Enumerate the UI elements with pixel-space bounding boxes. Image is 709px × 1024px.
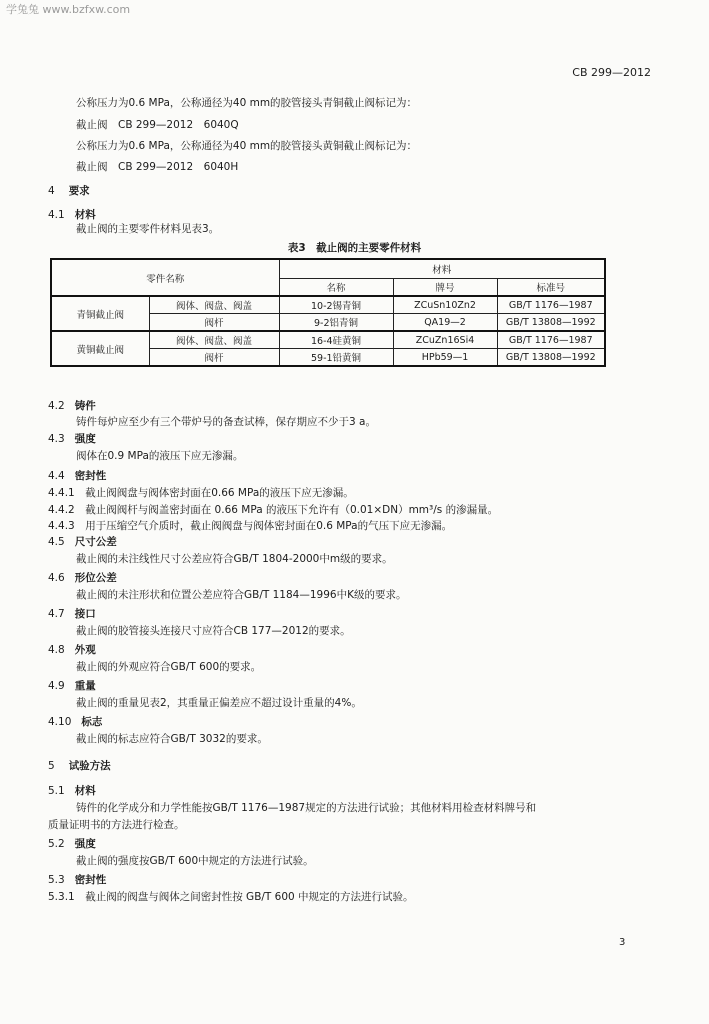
section-number: 4.9	[48, 680, 65, 692]
section-5-3-heading	[48, 873, 106, 887]
section-4-heading	[48, 184, 90, 198]
section-number: 4.1	[48, 209, 65, 221]
section-4-2-text: 铸件每炉应至少有三个带炉号的备查试棒，保存期应不少于3 a。	[76, 416, 376, 428]
section-4-10-heading	[48, 715, 102, 729]
group-bronze-valve: 青铜截止阀	[51, 296, 149, 331]
page-number: 3	[619, 937, 626, 948]
section-number: 5.1	[48, 785, 65, 797]
section-title: 重量	[74, 680, 96, 692]
cell-part: 阀杆	[149, 314, 279, 332]
section-number: 4.10	[48, 716, 72, 728]
section-title: 铸件	[74, 400, 96, 412]
section-4-4-3: 4.4.3 用于压缩空气介质时，截止阀阀盘与阀体密封面在0.6 MPa的气压下应无渗漏。	[48, 520, 453, 532]
section-number: 4.4	[48, 470, 65, 482]
section-title: 密封性	[74, 470, 107, 482]
watermark: 学兔兔 www.bzfxw.com	[6, 3, 131, 16]
section-5-2-text: 截止阀的强度按GB/T 600中规定的方法进行试验。	[76, 855, 314, 867]
cell-name: 9-2铝青铜	[279, 314, 393, 332]
cell-name: 10-2锡青铜	[279, 296, 393, 314]
materials-table	[50, 258, 606, 367]
section-number: 5.2	[48, 838, 65, 850]
cell-standard: GB/T 13808—1992	[497, 349, 605, 367]
section-title: 材料	[74, 209, 96, 221]
section-title: 标志	[81, 716, 103, 728]
document-number: CB 299—2012	[572, 66, 651, 79]
cell-name: 59-1铅黄铜	[279, 349, 393, 367]
section-number: 4	[48, 185, 55, 197]
section-4-7-heading	[48, 607, 96, 621]
section-title: 密封性	[74, 874, 107, 886]
header-material: 材料	[279, 259, 605, 279]
section-number: 4.3	[48, 433, 65, 445]
table-row	[51, 296, 605, 314]
section-title: 强度	[74, 433, 96, 445]
section-4-6-text: 截止阀的未注形状和位置公差应符合GB/T 1184—1996中K级的要求。	[76, 589, 407, 601]
section-title: 接口	[74, 608, 96, 620]
cell-standard: GB/T 1176—1987	[497, 296, 605, 314]
cell-standard: GB/T 1176—1987	[497, 331, 605, 349]
section-number: 5.3	[48, 874, 65, 886]
table-row	[51, 331, 605, 349]
cell-part: 阀杆	[149, 349, 279, 367]
section-4-7-text: 截止阀的胶管接头连接尺寸应符合CB 177—2012的要求。	[76, 625, 351, 637]
cell-grade: ZCuZn16Si4	[393, 331, 497, 349]
header-part-name: 零件名称	[51, 259, 279, 296]
intro-line-2: 截止阀 CB 299—2012 6040Q	[76, 119, 239, 131]
intro-line-4: 截止阀 CB 299—2012 6040H	[76, 161, 239, 173]
section-number: 4.2	[48, 400, 65, 412]
header-standard: 标准号	[497, 279, 605, 297]
section-number: 4.7	[48, 608, 65, 620]
section-4-5-text: 截止阀的未注线性尺寸公差应符合GB/T 1804-2000中m级的要求。	[76, 553, 393, 565]
intro-line-3: 公称压力为0.6 MPa，公称通径为40 mm的胶管接头黄铜截止阀标记为：	[76, 140, 418, 152]
section-title: 外观	[74, 644, 96, 656]
section-4-1-heading	[48, 208, 96, 222]
header-grade: 牌号	[393, 279, 497, 297]
intro-line-1: 公称压力为0.6 MPa，公称通径为40 mm的胶管接头青铜截止阀标记为：	[76, 97, 418, 109]
section-title: 材料	[74, 785, 96, 797]
section-4-8-heading	[48, 643, 96, 657]
section-4-9-heading	[48, 679, 96, 693]
section-5-3-1: 5.3.1 截止阀的阀盘与阀体之间密封性按 GB/T 600 中规定的方法进行试验。	[48, 891, 414, 903]
section-5-heading	[48, 759, 111, 773]
section-4-4-heading	[48, 469, 106, 483]
section-4-6-heading	[48, 571, 117, 585]
section-4-9-text: 截止阀的重量见表2，其重量正偏差应不超过设计重量的4%。	[76, 697, 362, 709]
section-number: 4.6	[48, 572, 65, 584]
section-title: 形位公差	[74, 572, 117, 584]
section-4-3-heading	[48, 432, 96, 446]
section-number: 5	[48, 760, 55, 772]
group-brass-valve: 黄铜截止阀	[51, 331, 149, 366]
section-4-1-text: 截止阀的主要零件材料见表3。	[76, 223, 220, 235]
header-name: 名称	[279, 279, 393, 297]
section-5-1-heading	[48, 784, 96, 798]
cell-standard: GB/T 13808—1992	[497, 314, 605, 332]
section-5-1-text-1: 铸件的化学成分和力学性能按GB/T 1176—1987规定的方法进行试验；其他材料用检查材料牌号和	[76, 802, 537, 814]
cell-grade: HPb59—1	[393, 349, 497, 367]
section-title: 尺寸公差	[74, 536, 117, 548]
section-number: 4.5	[48, 536, 65, 548]
section-title: 试验方法	[68, 760, 111, 772]
section-title: 强度	[74, 838, 96, 850]
cell-part: 阀体、阀盘、阀盖	[149, 331, 279, 349]
section-4-2-heading	[48, 399, 96, 413]
cell-name: 16-4硅黄铜	[279, 331, 393, 349]
section-4-5-heading	[48, 535, 117, 549]
table-caption: 表3 截止阀的主要零件材料	[287, 242, 422, 254]
section-5-2-heading	[48, 837, 96, 851]
section-4-8-text: 截止阀的外观应符合GB/T 600的要求。	[76, 661, 262, 673]
cell-part: 阀体、阀盘、阀盖	[149, 296, 279, 314]
section-4-4-2: 4.4.2 截止阀阀杆与阀盖密封面在 0.66 MPa 的液压下允许有（0.01×DN）mm³/s 的渗漏量。	[48, 504, 499, 516]
cell-grade: ZCuSn10Zn2	[393, 296, 497, 314]
section-title: 要求	[68, 185, 90, 197]
section-4-4-1: 4.4.1 截止阀阀盘与阀体密封面在0.66 MPa的液压下应无渗漏。	[48, 487, 354, 499]
cell-grade: QA19—2	[393, 314, 497, 332]
section-4-10-text: 截止阀的标志应符合GB/T 3032的要求。	[76, 733, 268, 745]
section-5-1-text-2: 质量证明书的方法进行检查。	[48, 819, 185, 831]
section-4-3-text: 阀体在0.9 MPa的液压下应无渗漏。	[76, 450, 244, 462]
section-number: 4.8	[48, 644, 65, 656]
